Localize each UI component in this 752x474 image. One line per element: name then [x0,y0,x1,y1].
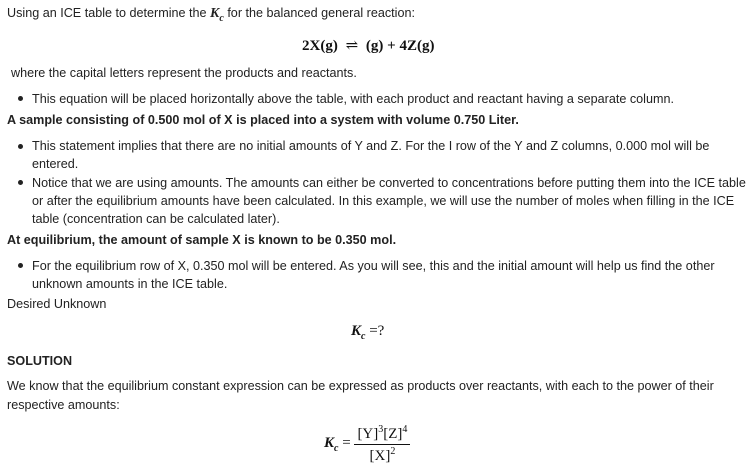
equilibrium-heading: At equilibrium, the amount of sample X is known to be 0.350 mol. [7,233,397,247]
bullet-2-line1: This statement implies that there are no initial amounts of Y and Z. For the I row of the Y and Z columns, 0.000 mol will be [32,139,710,153]
reaction-arrow: ⇌ [345,38,359,54]
intro-line [7,4,415,28]
bullet-3-line2: or after the equilibrium amounts have been calculated. In this example, we will use the number of moles when filling in the ICE [32,194,735,208]
reaction-left: 2X(g) [302,38,338,54]
reaction-right: (g) + 4Z(g) [365,38,435,54]
bullet-marker [18,96,23,101]
bullet-4-line2: unknown amounts in the ICE table. [32,277,228,291]
sample-heading: A sample consisting of 0.500 mol of X is placed into a system with volume 0.750 Liter. [7,113,519,127]
bullet-marker [18,180,23,185]
solution-line1: We know that the equilibrium constant expression can be expressed as products over reactants, with each to the power of their [7,379,714,393]
desired-unknown-label: Desired Unknown [7,297,107,311]
kc-question: $K_c$ =? [351,323,385,342]
bullet-3-line1: Notice that we are using amounts. The amounts can either be converted to concentrations before putting them into the ICE table [32,176,746,190]
bullet-4-line1: For the equilibrium row of X, 0.350 mol will be entered. As you will see, this and the initial amount will help us find the other [32,259,715,273]
bullet-3-line3: table (concentration can be calculated later). [32,212,280,226]
kc-expression: $K_c$ = $\frac{[Y]^3[Z]^4}{[X]^2}$ [324,424,410,465]
intro-text-before: Using an ICE table to determine the [7,6,207,20]
kc-fraction [354,424,410,465]
bullet-2-line2: entered. [32,157,79,171]
kc-denominator: $[X]^2$ [369,446,396,464]
where-text: where the capital letters represent the products and reactants. [11,66,357,80]
kc-numerator: $[Y]^3[Z]^4$ [354,424,410,445]
bullet-marker [18,263,23,268]
solution-heading: SOLUTION [7,354,73,368]
solution-line2: respective amounts: [7,398,120,412]
reaction-equation [302,36,434,55]
bullet-marker [18,144,23,149]
bullet-1-text: This equation will be placed horizontally above the table, with each product and reactant having a separate column. [32,92,674,106]
kc-inline-symbol: $K_c$ [210,6,224,24]
intro-text-after: for the balanced general reaction: [227,6,415,20]
